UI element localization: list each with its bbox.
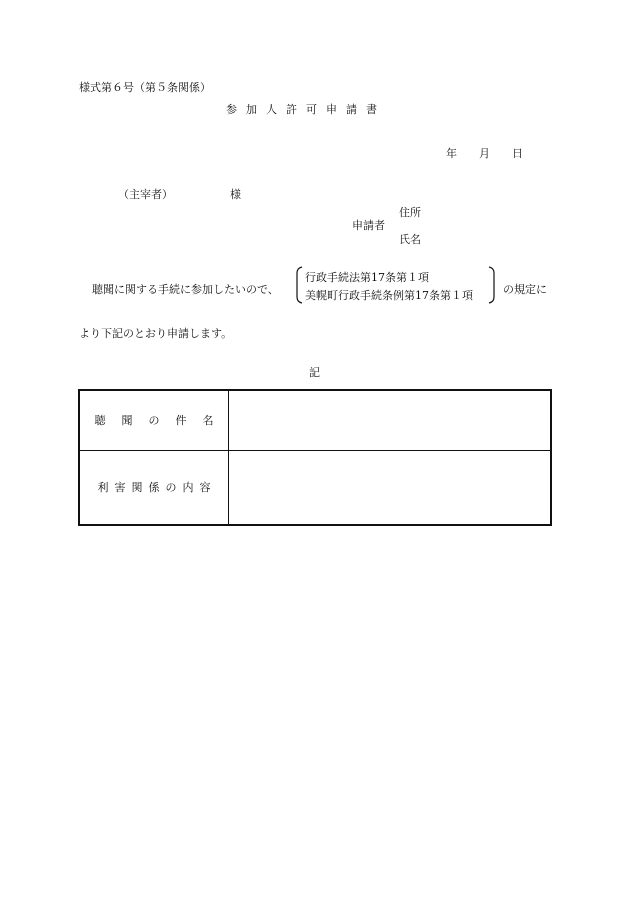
paragraph-continuation: より下記のとおり申請します。 bbox=[79, 327, 233, 340]
hearing-subject-label: 聴聞の件名 bbox=[79, 390, 229, 450]
document-title: 参加人許可申請書 bbox=[226, 103, 386, 116]
form-number: 様式第６号（第５条関係） bbox=[79, 81, 211, 94]
law-reference-2: 美幌町行政手続条例第17条第１項 bbox=[305, 289, 473, 302]
name-label: 氏名 bbox=[399, 233, 421, 246]
table-row bbox=[79, 390, 551, 450]
addressee-honorific: 様 bbox=[230, 188, 241, 201]
detail-table bbox=[78, 389, 552, 526]
paragraph-tail: の規定に bbox=[503, 283, 547, 296]
date-month: 月 bbox=[479, 147, 490, 160]
date-day: 日 bbox=[512, 147, 523, 160]
address-label: 住所 bbox=[399, 206, 421, 219]
interest-content-label: 利害関係の内容 bbox=[79, 450, 229, 525]
paragraph-lead: 聴聞に関する手続に参加したいので、 bbox=[92, 283, 279, 296]
interest-content-field[interactable] bbox=[229, 450, 552, 525]
addressee-role: （主宰者） bbox=[118, 188, 173, 201]
ki-heading: 記 bbox=[309, 366, 320, 379]
hearing-subject-field[interactable] bbox=[229, 390, 552, 450]
table-row bbox=[79, 450, 551, 525]
left-bracket bbox=[294, 266, 304, 304]
right-bracket bbox=[487, 266, 497, 304]
applicant-label: 申請者 bbox=[352, 219, 385, 232]
date-line bbox=[446, 147, 523, 161]
law-reference-1: 行政手続法第17条第１項 bbox=[305, 271, 429, 284]
date-year: 年 bbox=[446, 147, 457, 160]
